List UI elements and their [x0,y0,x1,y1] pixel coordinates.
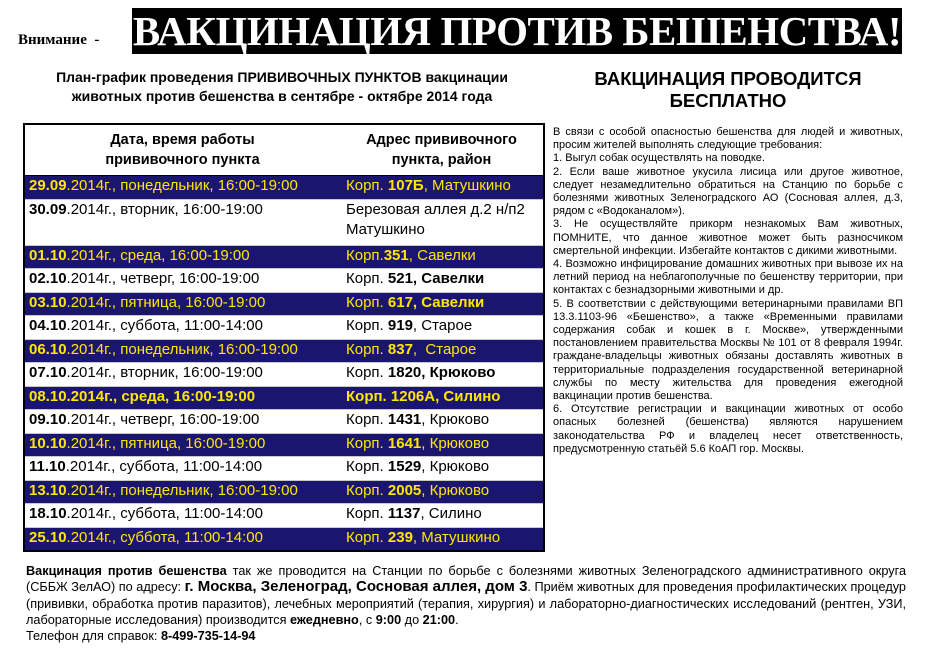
row-date-time: 30.09.2014г., вторник, 16:00-19:00 [24,199,340,245]
row-address: Корп. 2005, Крюково [340,480,544,504]
free-notice [558,68,898,112]
table-row [24,245,544,269]
free-notice-line1: ВАКЦИНАЦИЯ ПРОВОДИТСЯ [594,68,862,89]
attention-label: Внимание - [18,32,100,48]
row-date-time: 18.10.2014г., суббота, 11:00-14:00 [24,504,340,528]
station-address: г. Москва, Зеленоград, Сосновая аллея, дом 3 [184,578,528,596]
schedule-table [23,123,545,552]
rule-4: 4. Возможно инфицирование домашних животных при вывозе их на летний период на неблагополучные по бешенству территории, при контактах с безнадзорными животными и др. [553,258,903,297]
row-date-time: 25.10.2014г., суббота, 11:00-14:00 [24,527,340,551]
footer-info [26,563,906,644]
schedule-title-line2: животных против бешенства в сентябре - октябре 2014 года [71,88,493,104]
rule-6: 6. Отсутствие регистрации и вакцинации животных от особо опасных болезней (бешенства) являются нарушением законодательства РФ и владелец несет ответственность, предусмотренную статьёй 5.6 КоАП гор. Москвы. [553,403,903,455]
row-date-time: 04.10.2014г., суббота, 11:00-14:00 [24,316,340,340]
table-row [24,269,544,293]
row-address: Корп. 1137, Силино [340,504,544,528]
row-address: Корп. 617, Савелки [340,292,544,316]
row-date-time: 11.10.2014г., суббота, 11:00-14:00 [24,457,340,481]
row-address: Корп. 1206А, Силино [340,386,544,410]
title-banner: ВАКЦИНАЦИЯ ПРОТИВ БЕШЕНСТВА! [132,8,902,54]
row-date-time: 13.10.2014г., понедельник, 16:00-19:00 [24,480,340,504]
table-row [24,316,544,340]
rules-intro: В связи с особой опасностью бешенства для людей и животных, просим жителей выполнять следующие требования: [553,126,903,152]
footer-paragraph: Вакцинация против бешенства так же проводится на Станции по борьбе с болезнями животных Зеленоградского административного округа (СББЖ ЗелАО) по адресу: г. Москва, Зеленоград, Сосновая аллея, дом 3. Приём животных для проведения профилактических процедур (прививки, обработка против паразитов), лечебных мероприятий (терапия, хирургия) и лабораторно-диагностических исследований (рентген, УЗИ, лабораторные исследования) производится ежедневно, с 9:00 до 21:00. [26,564,907,627]
phone-line: Телефон для справок: 8-499-735-14-94 [26,629,256,644]
row-address: Корп. 837, Старое [340,339,544,363]
schedule-title-line1: План-график проведения ПРИВИВОЧНЫХ ПУНКТОВ вакцинации [56,69,508,85]
row-address: Корп. 1641, Крюково [340,433,544,457]
row-date-time: 01.10.2014г., среда, 16:00-19:00 [24,245,340,269]
row-date-time: 06.10.2014г., понедельник, 16:00-19:00 [24,339,340,363]
row-address: Корп. 521, Савелки [340,269,544,293]
row-address: Корп. 239, Матушкино [340,527,544,551]
row-date-time: 02.10.2014г., четверг, 16:00-19:00 [24,269,340,293]
rules-text [553,126,903,456]
row-date-time: 29.09.2014г., понедельник, 16:00-19:00 [24,176,340,200]
row-address: Корп. 1529, Крюково [340,457,544,481]
rule-5: 5. В соответствии с действующими ветеринарными правилами ВП 13.3.1103-96 «Бешенство», а также «Временными правилами содержания собак и кошек в г. Москве», утвержденными постановлением правительства Москвы № 101 от 8 февраля 1994г. граждане-владельцы животных обязаны доставлять животных в территориальные подразделения государственной ветеринарной службы по месту жительства для проведения ежегодной вакцинации против бешенства. [553,297,903,403]
daily-label: ежедневно [290,612,359,627]
table-row [24,527,544,551]
table-header-row [24,124,544,176]
schedule-title [22,68,542,106]
row-address: Корп. 1820, Крюково [340,363,544,387]
row-address: Корп. 107Б, Матушкино [340,176,544,200]
row-date-time: 07.10.2014г., вторник, 16:00-19:00 [24,363,340,387]
row-address: Корп. 1431, Крюково [340,410,544,434]
row-date-time: 03.10.2014г., пятница, 16:00-19:00 [24,292,340,316]
table-row [24,176,544,200]
table-row [24,410,544,434]
table-row [24,504,544,528]
rule-1: 1. Выгул собак осуществлять на поводке. [553,152,765,165]
table-row [24,457,544,481]
free-notice-line2: БЕСПЛАТНО [669,90,787,111]
table-row [24,480,544,504]
table-row [24,386,544,410]
header-date-time: Дата, время работы прививочного пункта [24,124,340,176]
rule-2: 2. Если ваше животное укусила лисица или другое животное, следует незамедлительно обратиться на Станцию по борьбе с болезнями животных Зеленоградского АО (Сосновая аллея, д.3, рядом с «Водоканалом»). [553,165,903,218]
row-date-time: 08.10.2014г., среда, 16:00-19:00 [24,386,340,410]
row-address: Березовая аллея д.2 н/п2 Матушкино [340,199,544,245]
table-row [24,339,544,363]
header [0,0,928,60]
row-address: Корп.351, Савелки [340,245,544,269]
table-row [24,292,544,316]
footer-lead: Вакцинация против бешенства [26,564,227,578]
row-date-time: 10.10.2014г., пятница, 16:00-19:00 [24,433,340,457]
table-row [24,433,544,457]
table-row [24,363,544,387]
phone-number: 8-499-735-14-94 [160,629,256,644]
header-address: Адрес прививочного пункта, район [340,124,544,176]
table-row [24,199,544,245]
rule-3: 3. Не осуществляйте прикорм незнакомых Вам животных, ПОМНИТЕ, что данное животное может быть разносчиком смертельной инфекции. Избегайте контактов с дикими животными. [553,218,903,257]
row-address: Корп. 919, Старое [340,316,544,340]
row-date-time: 09.10.2014г., четверг, 16:00-19:00 [24,410,340,434]
